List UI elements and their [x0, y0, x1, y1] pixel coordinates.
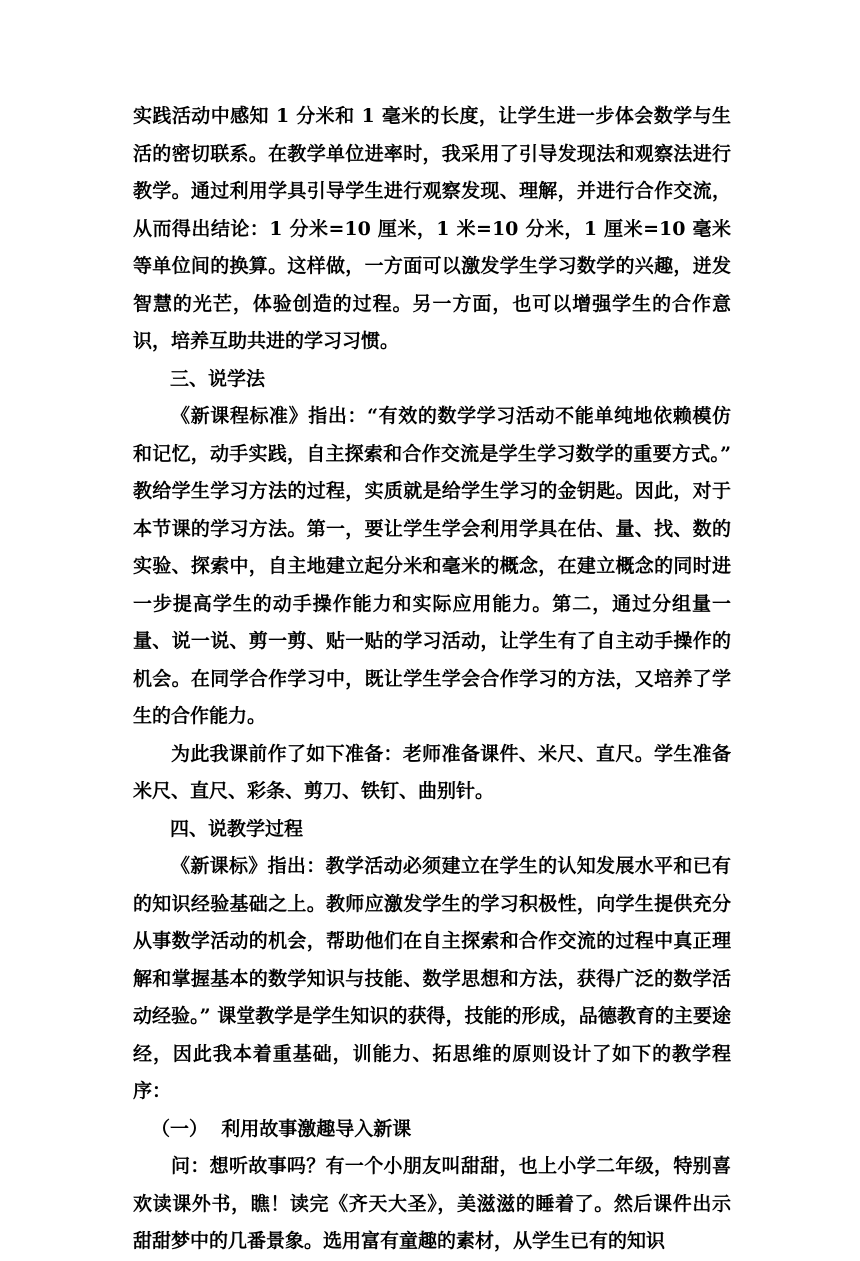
body-paragraph: 问：想听故事吗？有一个小朋友叫甜甜，也上小学二年级，特别喜欢读课外书，瞧！读完《齐天大圣》，美滋滋的睡着了。然后课件出示甜甜梦中的几番景象。选用富有童趣的素材，从学生已有的知识: [133, 1155, 731, 1252]
subsection-heading: （一） 利用故事激趣导入新课: [151, 1117, 412, 1140]
body-paragraph: 实践活动中感知 1 分米和 1 毫米的长度，让学生进一步体会数学与生活的密切联系。在教学单位进率时，我采用了引导发现法和观察法进行教学。通过利用学具引导学生进行观察发现、理解，并进行合作交流，从而得出结论：1 分米=10 厘米，1 米=10 分米，1 厘米=10 毫米等单位间的换算。这样做，一方面可以激发学生学习数学的兴趣，迸发智慧的光芒，体验创造的过程。另一方面，也可以增强学生的合作意识，培养互助共进的学习习惯。: [133, 105, 731, 352]
body-paragraph: 《新课程标准》指出：“有效的数学学习活动不能单纯地依赖模仿和记忆，动手实践，自主探索和合作交流是学生学习数学的重要方式。” 教给学生学习方法的过程，实质就是给学生学习的金钥匙。因此，对于本节课的学习方法。第一，要让学生学会利用学具在估、量、找、数的实验、探索中，自主地建立起分米和毫米的概念，在建立概念的同时进一步提高学生的动手操作能力和实际应用能力。第二，通过分组量一量、说一说、剪一剪、贴一贴的学习活动，让学生有了自主动手操作的机会。在同学合作学习中，既让学生学会合作学习的方法，又培养了学生的合作能力。: [133, 405, 731, 727]
body-paragraph: 《新课标》指出：教学活动必须建立在学生的认知发展水平和已有的知识经验基础之上。教师应激发学生的学习积极性，向学生提供充分从事数学活动的机会，帮助他们在自主探索和合作交流的过程中真正理解和掌握基本的数学知识与技能、数学思想和方法，获得广泛的数学活动经验。” 课堂教学是学生知识的获得，技能的形成，品德教育的主要途经，因此我本着重基础，训能力、拓思维的原则设计了如下的教学程序：: [133, 855, 731, 1102]
section-heading-study-method: 三、说学法: [170, 367, 266, 390]
section-heading-teaching-process: 四、说教学过程: [170, 817, 304, 840]
body-paragraph: 为此我课前作了如下准备：老师准备课件、米尺、直尺。学生准备米尺、直尺、彩条、剪刀、铁钉、曲别针。: [133, 742, 731, 802]
document-body: [133, 98, 731, 1261]
